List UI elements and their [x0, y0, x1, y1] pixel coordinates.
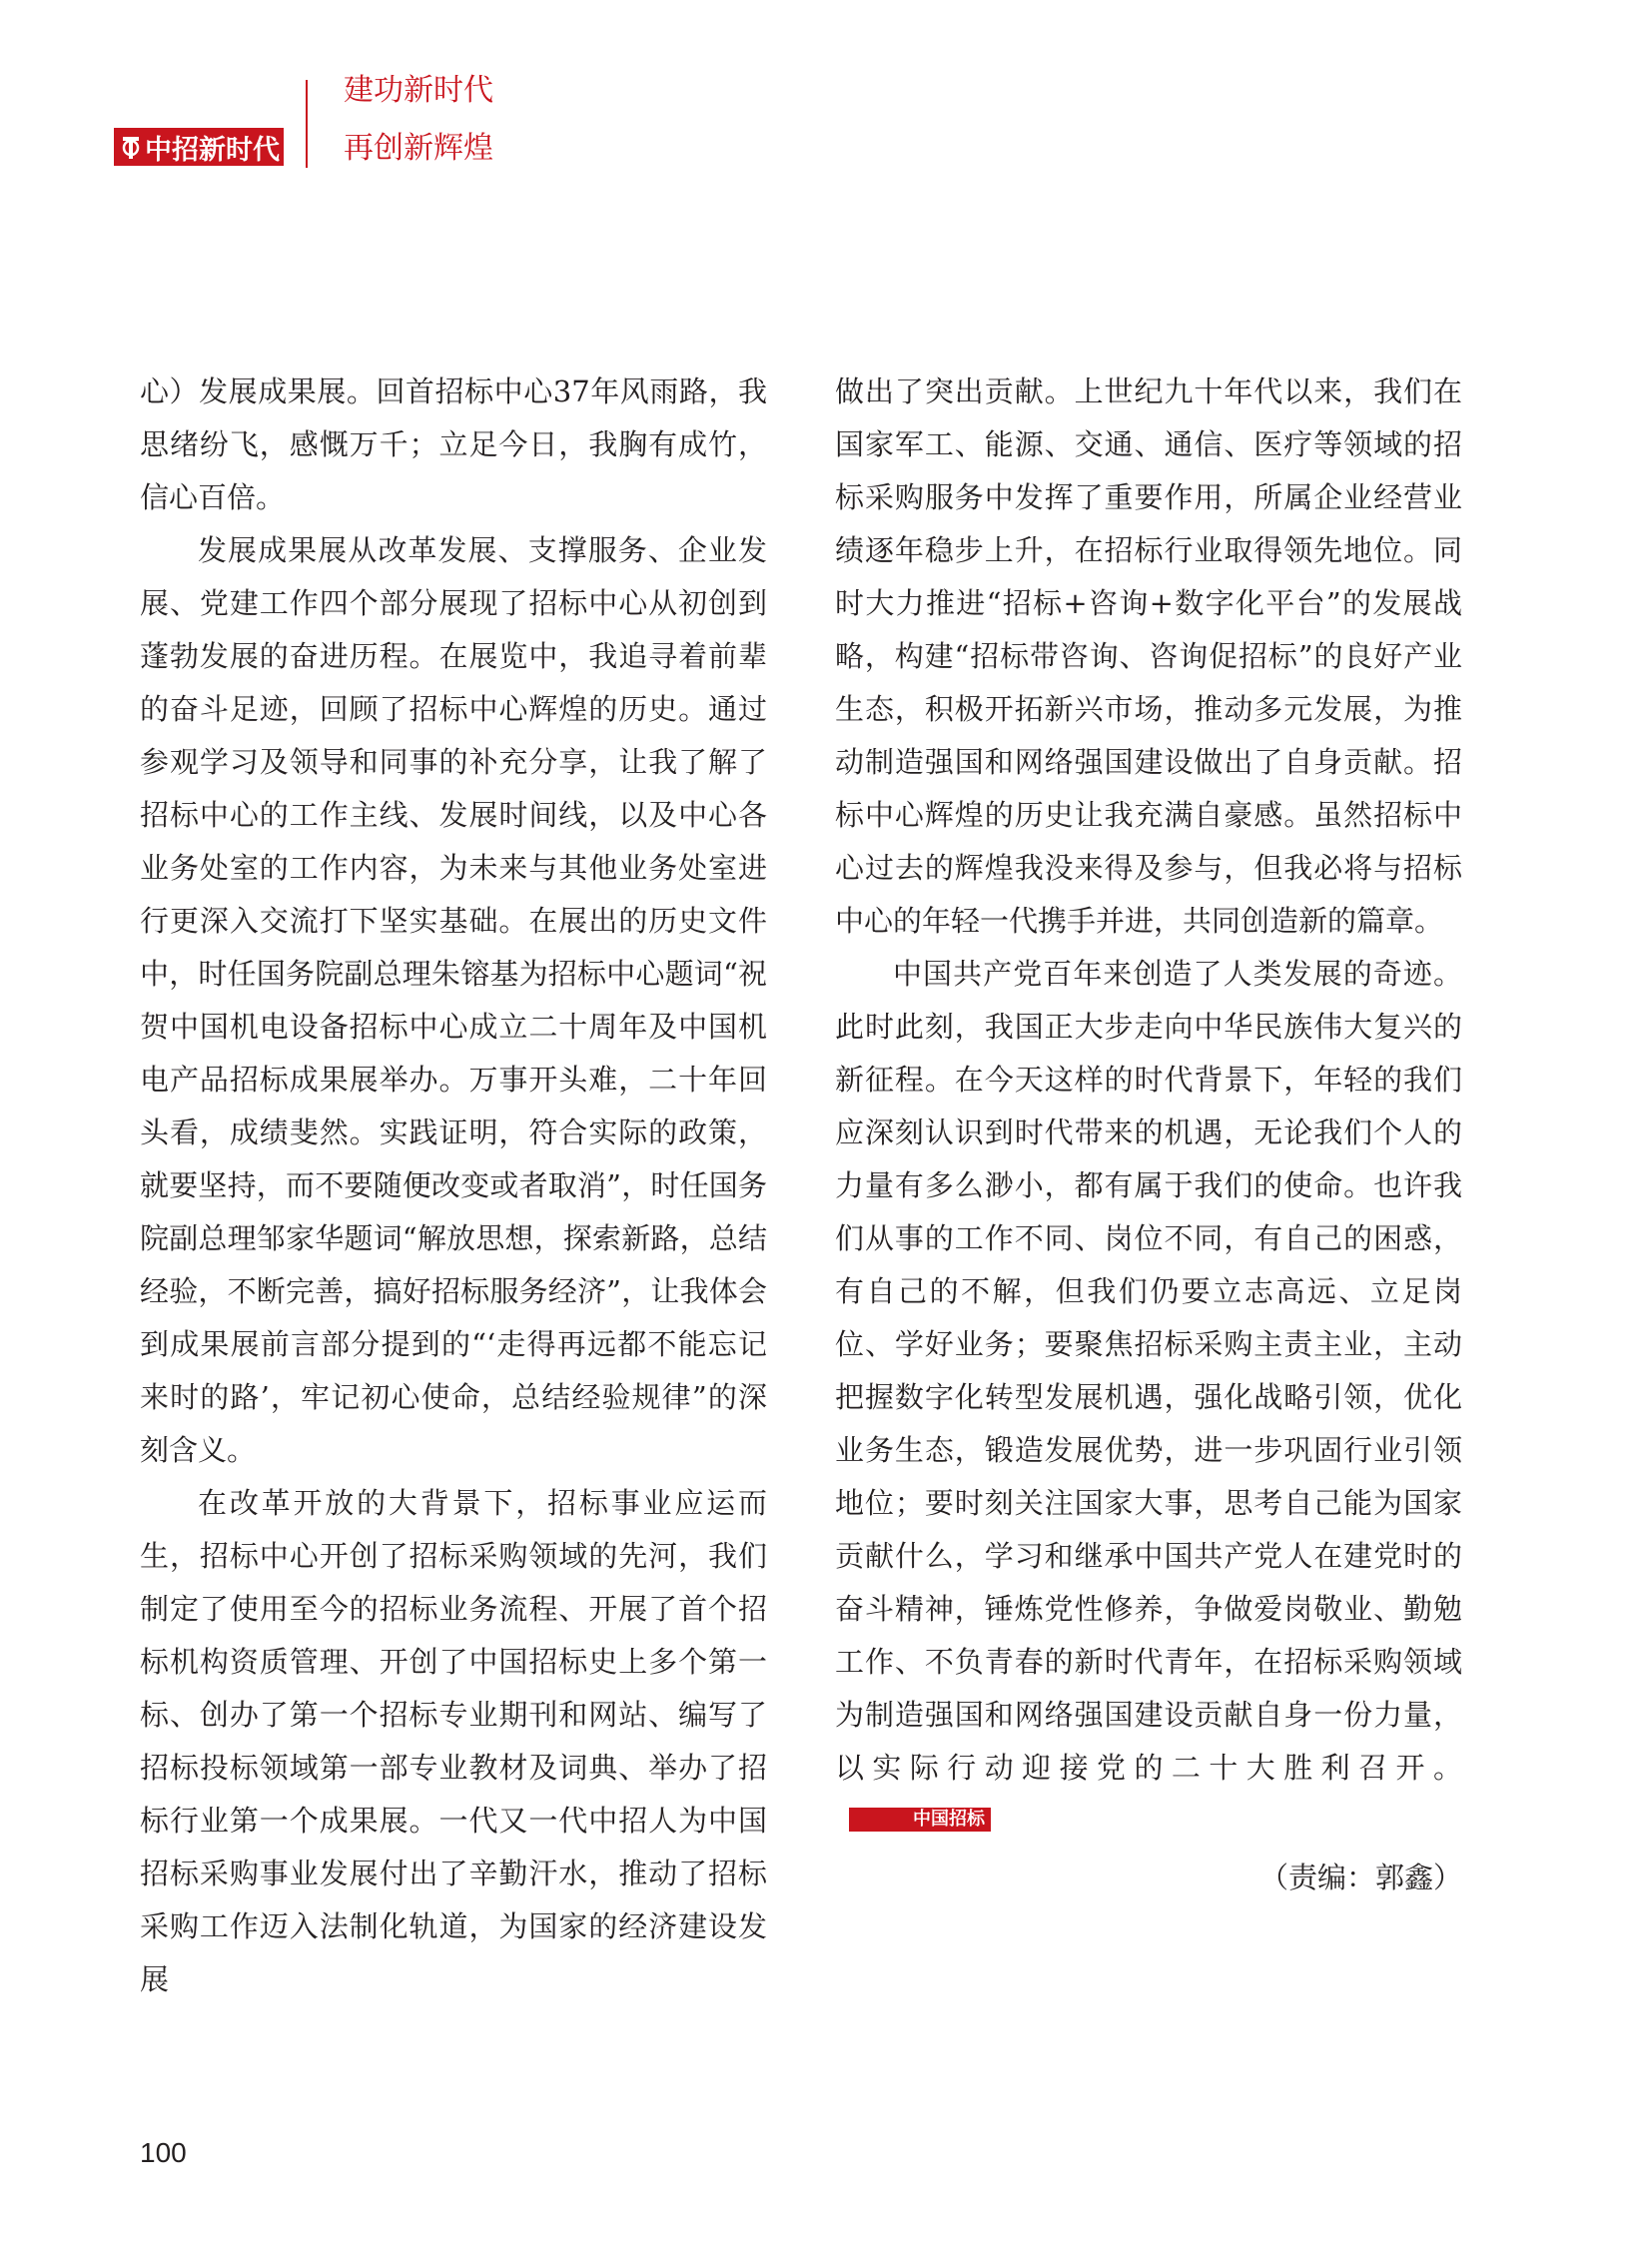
- right-column: [835, 366, 1462, 1904]
- page-number: 100: [140, 2137, 187, 2168]
- paragraph-text: 中国共产党百年来创造了人类发展的奇迹。此时此刻，我国正大步走向中华民族伟大复兴的新征程。在今天这样的时代背景下，年轻的我们应深刻认识到时代带来的机遇，无论我们个人的力量有多么渺小，都有属于我们的使命。也许我们从事的工作不同、岗位不同，有自己的困惑，有自己的不解，但我们仍要立志高远、立足岗位、学好业务；要聚焦招标采购主责主业，主动把握数字化转型发展机遇，强化战略引领，优化业务生态，锻造发展优势，进一步巩固行业引领地位；要时刻关注国家大事，思考自己能为国家贡献什么，学习和继承中国共产党人在建党时的奋斗精神，锤炼党性修养，争做爱岗敬业、勤勉工作、不负青春的新时代青年，在招标采购领域为制造强国和网络强国建设贡献自身一份力量，以实际行动迎接党的二十大胜利召开。: [835, 957, 1462, 1785]
- paragraph: 发展成果展从改革发展、支撑服务、企业发展、党建工作四个部分展现了招标中心从初创到蓬勃发展的奋进历程。在展览中，我追寻着前辈的奋斗足迹，回顾了招标中心辉煌的历史。通过参观学习及领导和同事的补充分享，让我了解了招标中心的工作主线、发展时间线，以及中心各业务处室的工作内容，为未来与其他业务处室进行更深入交流打下坚实基础。在展出的历史文件中，时任国务院副总理朱镕基为招标中心题词“祝贺中国机电设备招标中心成立二十周年及中国机电产品招标成果展举办。万事开头难，二十年回头看，成绩斐然。实践证明，符合实际的政策，就要坚持，而不要随便改变或者取消”，时任国务院副总理邹家华题词“解放思想，探索新路，总结经验，不断完善，搞好招标服务经济”，让我体会到成果展前言部分提到的“‘走得再远都不能忘记来时的路’，牢记初心使命，总结经验规律”的深刻含义。: [140, 533, 767, 1467]
- slogan-line-1: 建功新时代: [344, 73, 493, 108]
- header-divider: [306, 80, 308, 168]
- paragraph: 在改革开放的大背景下，招标事业应运而生，招标中心开创了招标采购领域的先河，我们制定了使用至今的招标业务流程、开展了首个招标机构资质管理、开创了中国招标史上多个第一标、创办了第一个招标专业期刊和网站、编写了招标投标领域第一部专业教材及词典、举办了招标行业第一个成果展。一代又一代中招人为中国招标采购事业发展付出了辛勤汗水，推动了招标采购工作迈入法制化轨道，为国家的经济建设发展: [140, 1486, 767, 1996]
- logo-emblem-icon: [120, 133, 142, 161]
- paragraph: 做出了突出贡献。上世纪九十年代以来，我们在国家军工、能源、交通、通信、医疗等领域的招标采购服务中发挥了重要作用，所属企业经营业绩逐年稳步上升，在招标行业取得领先地位。同时大力推进“招标+咨询+数字化平台”的发展战略，构建“招标带咨询、咨询促招标”的良好产业生态，积极开拓新兴市场，推动多元发展，为推动制造强国和网络强国建设做出了自身贡献。招标中心辉煌的历史让我充满自豪感。虽然招标中心过去的辉煌我没来得及参与，但我必将与招标中心的年轻一代携手并进，共同创造新的篇章。: [835, 374, 1462, 938]
- slogan-line-2: 再创新辉煌: [344, 131, 493, 166]
- paragraph: 心）发展成果展。回首招标中心37年风雨路，我思绪纷飞，感慨万千；立足今日，我胸有成竹，信心百倍。: [140, 374, 767, 514]
- magazine-logo: [114, 128, 284, 166]
- editor-note: （责编：郭鑫）: [1258, 1861, 1462, 1894]
- left-column: [140, 366, 767, 2006]
- paragraph-final: [835, 948, 1462, 1848]
- logo-text: 中招新时代: [145, 134, 280, 166]
- end-mark-badge: 中国招标: [849, 1808, 991, 1832]
